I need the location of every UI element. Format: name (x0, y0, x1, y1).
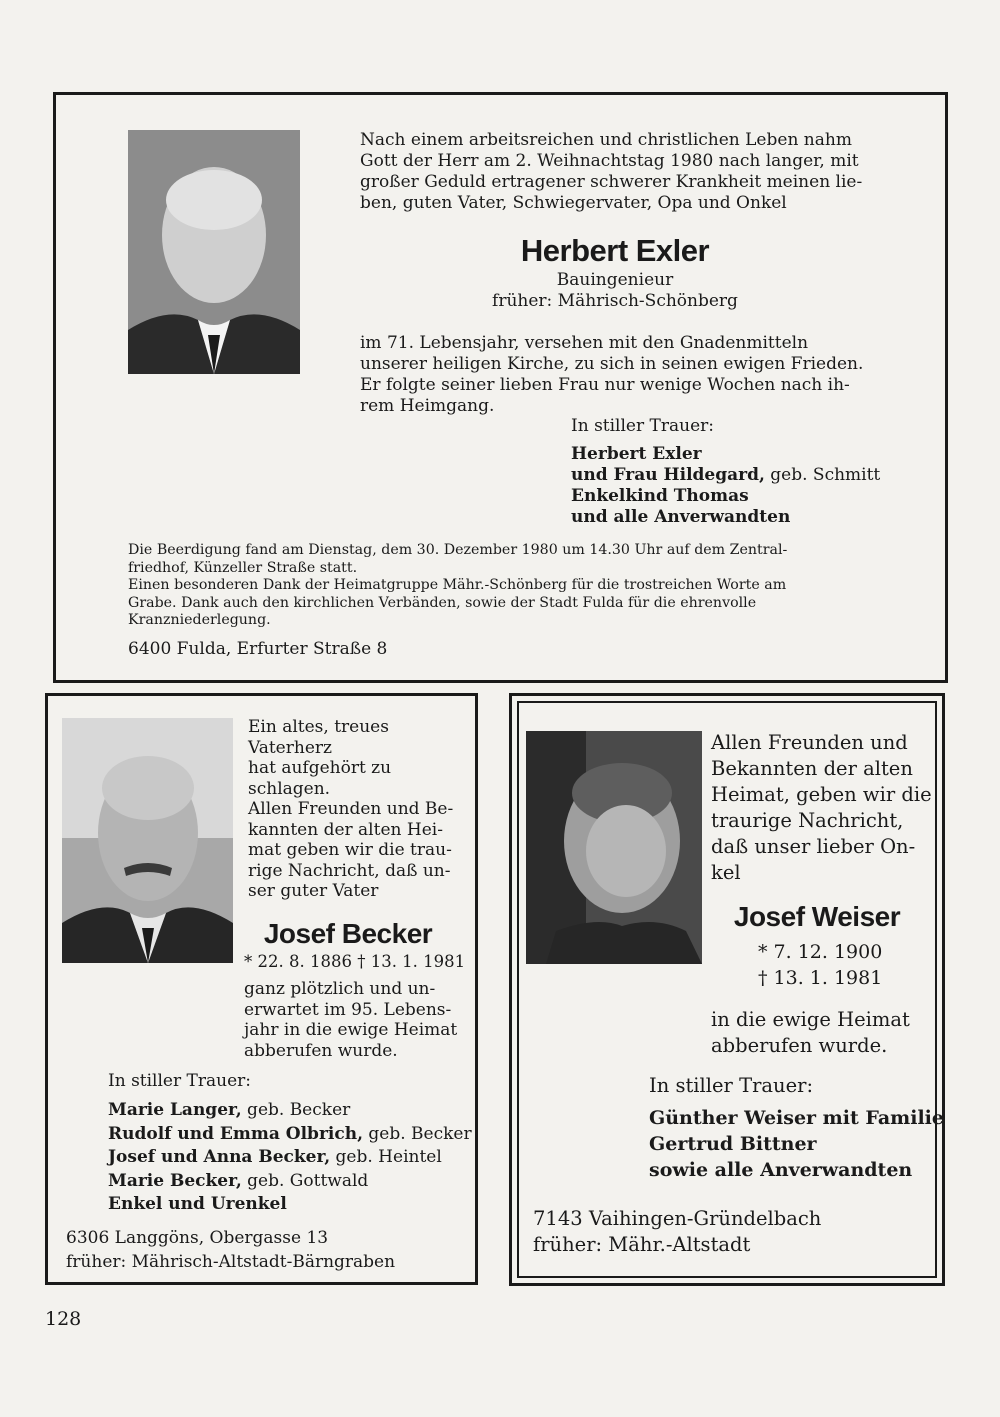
mourner-entry: und alle Anverwandten (571, 507, 791, 527)
birth-date: * 7. 12. 1900 (758, 941, 883, 963)
death-date: † 13. 1. 1981 (758, 967, 883, 989)
mourner-entry: Marie Langer, geb. Becker (108, 1100, 351, 1120)
intro-line: mat geben wir die trau- (248, 840, 452, 860)
funeral-line: Einen besonderen Dank der Heimatgruppe Mähr.-Schönberg für die trostreichen Worte am (128, 577, 787, 593)
body-line: unserer heiligen Kirche, zu sich in seinen ewigen Frieden. (360, 354, 864, 374)
funeral-line: Kranzniederlegung. (128, 612, 271, 628)
intro-line: Bekannten der alten (711, 757, 913, 780)
body-line: rem Heimgang. (360, 396, 495, 416)
profession-text: Bauingenieur (556, 270, 674, 290)
intro-line: Vaterherz (248, 737, 332, 758)
mourner-entry: Rudolf und Emma Olbrich, geb. Becker (108, 1123, 472, 1144)
mourner-entry: Herbert Exler (571, 444, 702, 464)
address-line: 6306 Langgöns, Obergasse 13 (66, 1228, 329, 1248)
mourner-entry: Josef und Anna Becker, geb. Heintel (108, 1147, 442, 1167)
funeral-line: friedhof, Künzeller Straße statt. (128, 559, 358, 576)
mourners-list (571, 444, 880, 528)
mourning-label: In stiller Trauer: (108, 1071, 251, 1091)
intro-text (711, 730, 932, 886)
deceased-name: Josef Weiser (733, 901, 901, 932)
body-line: erwartet im 95. Lebens- (244, 999, 452, 1020)
deceased-name: Josef Becker (263, 918, 433, 949)
body-text (244, 979, 459, 1061)
portrait-photo-josef-becker (62, 718, 233, 963)
origin-text: früher: Mährisch-Schönberg (492, 291, 738, 311)
intro-line: großer Geduld ertragener schwerer Krankheit meinen lie- (360, 172, 863, 192)
body-line: ganz plötzlich und un- (244, 979, 436, 999)
address-text: 6400 Fulda, Erfurter Straße 8 (128, 639, 388, 659)
mourner-entry: Enkel und Urenkel (108, 1194, 287, 1214)
intro-line: Nach einem arbeitsreichen und christlichen Leben nahm (360, 130, 852, 150)
address-text (66, 1226, 395, 1274)
mourning-label: In stiller Trauer: (649, 1074, 814, 1097)
body-text (711, 1007, 923, 1059)
mourner-entry: Marie Becker, geb. Gottwald (108, 1170, 369, 1191)
body-line: Er folgte seiner lieben Frau nur wenige Wochen nach ih- (360, 375, 850, 395)
funeral-details (128, 542, 872, 630)
body-line: jahr in die ewige Heimat (244, 1020, 458, 1040)
intro-text (360, 130, 872, 214)
intro-line: Heimat, geben wir die (711, 783, 932, 806)
body-line: in die ewige Heimat (711, 1008, 910, 1031)
address-line: 7143 Vaihingen-Gründelbach (533, 1207, 822, 1230)
address-line: früher: Mährisch-Altstadt-Bärngraben (66, 1252, 396, 1272)
intro-line: hat aufgehört zu (248, 758, 392, 778)
mourner-entry: Günther Weiser mit Familie (649, 1107, 944, 1129)
intro-line: Gott der Herr am 2. Weihnachtstag 1980 nach langer, mit (360, 151, 859, 171)
deceased-name: Herbert Exler (520, 233, 710, 268)
address-text (533, 1206, 821, 1258)
mourning-label: In stiller Trauer: (571, 416, 714, 436)
address-line: früher: Mähr.-Altstadt (533, 1233, 751, 1256)
funeral-line: Grabe. Dank auch den kirchlichen Verbänden, sowie der Stadt Fulda für die ehrenvolle (128, 594, 757, 611)
mourner-entry: und Frau Hildegard, geb. Schmitt (571, 465, 881, 485)
body-line: abberufen wurde. (711, 1034, 888, 1057)
intro-line: kannten der alten Hei- (248, 819, 443, 840)
intro-line: Ein altes, treues (248, 717, 389, 737)
intro-line: daß unser lieber On- (711, 835, 916, 858)
intro-text (248, 717, 458, 902)
body-line: abberufen wurde. (244, 1040, 398, 1061)
intro-line: Allen Freunden und (711, 731, 908, 754)
intro-line: schlagen. (248, 778, 331, 799)
life-dates: * 22. 8. 1886 † 13. 1. 1981 (244, 952, 466, 971)
body-line: im 71. Lebensjahr, versehen mit den Gnadenmitteln (360, 333, 809, 353)
intro-line: Allen Freunden und Be- (248, 799, 454, 819)
funeral-line: Die Beerdigung fand am Dienstag, dem 30. Dezember 1980 um 14.30 Uhr auf dem Zentral- (128, 542, 788, 558)
portrait-photo-josef-weiser (526, 731, 702, 964)
mourners-list (108, 1099, 472, 1217)
mourners-list (649, 1105, 944, 1183)
body-text (360, 333, 872, 417)
mourner-entry: Enkelkind Thomas (571, 486, 749, 506)
page-number: 128 (45, 1308, 82, 1330)
intro-line: rige Nachricht, daß un- (248, 860, 451, 881)
portrait-photo-herbert-exler (128, 130, 300, 374)
mourner-entry: sowie alle Anverwandten (649, 1159, 913, 1181)
mourner-entry: Gertrud Bittner (649, 1133, 817, 1155)
intro-line: traurige Nachricht, (711, 809, 904, 832)
intro-line: ben, guten Vater, Schwiegervater, Opa und Onkel (360, 193, 787, 213)
intro-line: kel (711, 861, 741, 884)
intro-line: ser guter Vater (248, 881, 379, 901)
